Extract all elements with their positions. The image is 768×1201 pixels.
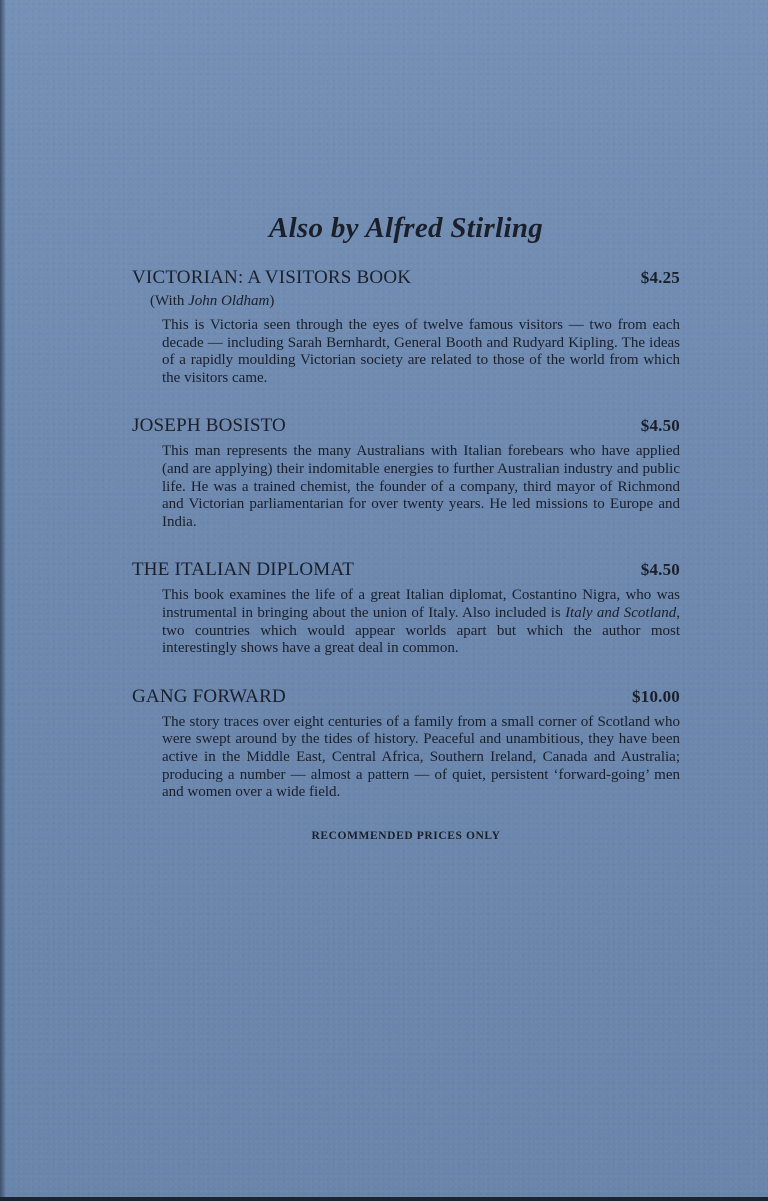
book-price: $4.50 — [640, 416, 680, 436]
book-price: $4.50 — [640, 560, 680, 580]
page-left-edge — [0, 0, 6, 1201]
book-title: THE ITALIAN DIPLOMAT — [132, 559, 354, 581]
coauthor-name: John Oldham — [188, 293, 270, 309]
page-bottom-edge — [0, 1197, 768, 1201]
book-entry-italian-diplomat — [132, 559, 680, 657]
book-description — [162, 587, 680, 657]
description-italic-title: Italy and Scotland — [565, 604, 677, 621]
book-description: This man represents the many Australians with Italian forebears who have applied (and are applying) their indomitable energies to further Australian industry and public life. He was a trained chemist, the founder of a company, third mayor of Richmond and Victorian parliamentarian for over twenty years. He led missions to Europe and India. — [162, 443, 680, 530]
description-part: This book examines the life of a great Italian diplomat, Costantino Nigra, who was instrumental in bringing about the union of Italy. Also included is — [162, 587, 680, 621]
book-price: $10.00 — [632, 686, 680, 706]
book-description: This is Victoria seen through the eyes of twelve famous visitors — two from each decade — including Sarah Bernhardt, General Booth and Rudyard Kipling. The ideas of a rapidly moulding Victorian society are related to those of the world from which the visitors came. — [162, 317, 680, 386]
book-title: JOSEPH BOSISTO — [132, 415, 286, 437]
page-heading: Also by Alfred Stirling — [268, 212, 544, 244]
book-header — [132, 559, 680, 581]
book-header — [132, 415, 680, 437]
book-entry-bosisto — [132, 415, 680, 531]
book-coauthor-note — [150, 291, 680, 311]
description-part: , two countries which would appear worlds apart but which the author most interestingly shows have a great deal in common. — [162, 604, 680, 657]
book-entry-gang-forward — [132, 686, 680, 802]
book-entry-victorian — [132, 267, 680, 387]
book-header — [132, 267, 680, 289]
book-description: The story traces over eight centuries of a family from a small corner of Scotland who were swept around by the tides of history. Peaceful and unambitious, they have been active in the Middle East, Central Africa, Southern Ireland, Canada and Australia; producing a number — almost a pattern — of quiet, persistent ‘forward-going’ men and women over a wide field. — [162, 713, 680, 801]
note-suffix: ) — [269, 293, 275, 309]
book-title: VICTORIAN: A VISITORS BOOK — [132, 267, 412, 288]
book-header — [132, 686, 680, 708]
note-prefix: (With — [150, 293, 189, 309]
book-price: $4.25 — [640, 268, 680, 287]
book-list-page — [132, 212, 680, 842]
price-disclaimer: RECOMMENDED PRICES ONLY — [311, 829, 501, 842]
book-title: GANG FORWARD — [132, 685, 286, 707]
